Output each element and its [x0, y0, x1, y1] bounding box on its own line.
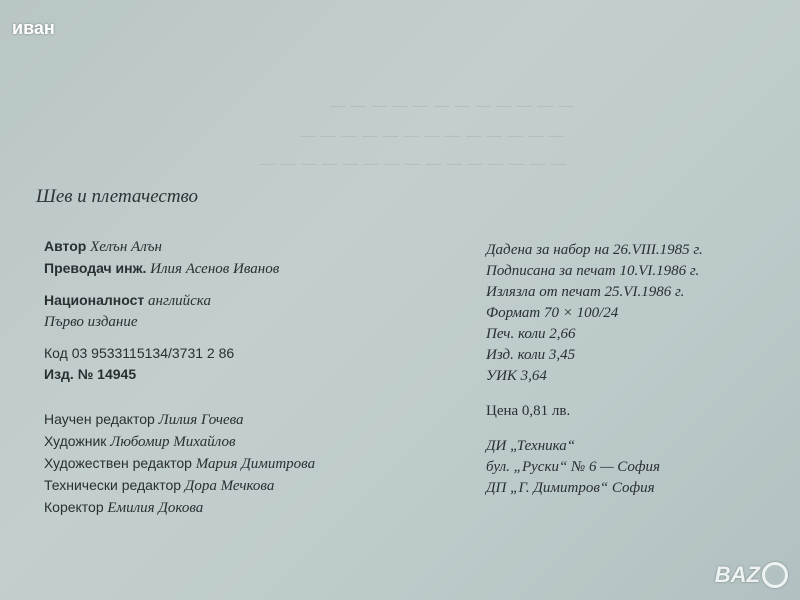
- proofreader-line: Коректор Емилия Докова: [44, 499, 204, 516]
- typeset-date: Дадена за набор на 26.VIII.1985 г.: [486, 242, 703, 258]
- print-sheets-line: Печ. коли 2,66: [486, 326, 576, 342]
- book-title: Шев и плетачество: [36, 186, 199, 207]
- izd-line: Изд. № 14945: [44, 366, 137, 382]
- address-line: бул. „Руски“ № 6 — София: [486, 459, 661, 475]
- logo-circle-icon: [762, 562, 788, 588]
- watermark-label: иван: [12, 18, 55, 38]
- art-editor-line: Художествен редактор Мария Димитрова: [44, 455, 316, 472]
- price-line: Цена 0,81 лв.: [486, 403, 571, 419]
- uik-line: УИК 3,64: [486, 368, 547, 384]
- tech-editor-line: Технически редактор Дора Мечкова: [44, 477, 275, 494]
- credits-left-column: [44, 236, 315, 519]
- sci-editor-line: Научен редактор Лилия Гочева: [44, 411, 244, 428]
- bleed-through-text: — — — — — — — — — — — — —: [300, 128, 565, 144]
- logo-text: BAZ: [714, 562, 760, 587]
- nationality-line: Националност английска: [44, 292, 211, 309]
- bleed-through-text: — — — — — — — — — — — — — — —: [260, 156, 567, 172]
- artist-line: Художник Любомир Михайлов: [44, 433, 236, 450]
- released-date: Излязла от печат 25.VI.1986 г.: [486, 284, 685, 300]
- edition-line: Първо издание: [44, 314, 138, 330]
- publisher-line: ДИ „Техника“: [486, 438, 576, 454]
- translator-line: Преводач инж. Илия Асенов Иванов: [44, 260, 280, 277]
- bazar-logo: [715, 562, 788, 588]
- pub-sheets-line: Изд. коли 3,45: [486, 347, 576, 363]
- printer-line: ДП „Г. Димитров“ София: [486, 480, 655, 496]
- format-line: Формат 70 × 100/24: [486, 305, 619, 321]
- signed-date: Подписана за печат 10.VI.1986 г.: [486, 263, 700, 279]
- code-line: Код 03 9533115134/3731 2 86: [44, 345, 235, 361]
- print-data-right-column: [486, 240, 703, 499]
- bleed-through-text: — — — — — — — — — — — —: [330, 98, 575, 114]
- author-line: Автор Хелън Алън: [44, 238, 162, 255]
